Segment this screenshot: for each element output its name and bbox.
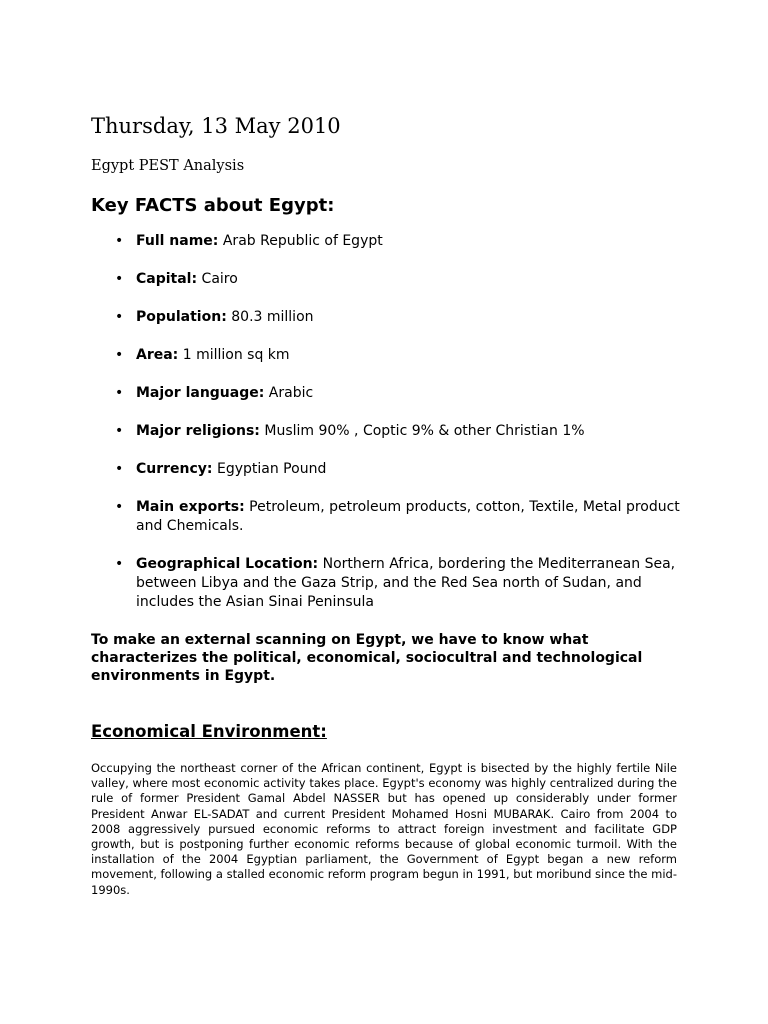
facts-list: [91, 232, 691, 631]
fact-value: Muslim 90% , Coptic 9% & other Christian 1%: [264, 423, 585, 439]
fact-label: Population:: [136, 309, 227, 325]
fact-population: [91, 308, 691, 327]
fact-value: Petroleum, petroleum products, cotton, Textile, Metal product and Chemicals.: [136, 499, 680, 534]
bullet-icon: •: [115, 556, 124, 572]
bullet-icon: •: [115, 461, 124, 477]
fact-label: Currency:: [136, 461, 213, 477]
fact-label: Major religions:: [136, 423, 260, 439]
bullet-icon: •: [115, 423, 124, 439]
section-heading-economical: Economical Environment:: [91, 722, 327, 741]
fact-label: Full name:: [136, 233, 219, 249]
fact-major-religions: [91, 422, 691, 441]
fact-major-language: [91, 384, 691, 403]
fact-value: 1 million sq km: [182, 347, 290, 363]
fact-value: Arab Republic of Egypt: [222, 233, 383, 249]
economical-environment-text: Occupying the northeast corner of the African continent, Egypt is bisected by the highly fertile Nile valley, where most economic activity takes place. Egypt's economy was highly centralized during the rule of former President Gamal Abdel NASSER but has opened up considerably under former President Anwar EL-SADAT and current President Mohamed Hosni MUBARAK. Cairo from 2004 to 2008 aggressively pursued economic reforms to attract foreign investment and facilitate GDP growth, but is postponing further economic reforms because of global economic turmoil. With the installation of the 2004 Egyptian parliament, the Government of Egypt began a new reform movement, following a stalled economic reform program begun in 1991, but moribund since the mid-1990s.: [91, 761, 677, 897]
bullet-icon: •: [115, 347, 124, 363]
bullet-icon: •: [115, 499, 124, 515]
fact-label: Main exports:: [136, 499, 245, 515]
fact-geographical-location: [91, 555, 691, 612]
fact-label: Area:: [136, 347, 179, 363]
bullet-icon: •: [115, 271, 124, 287]
fact-label: Major language:: [136, 385, 265, 401]
bullet-icon: •: [115, 309, 124, 325]
post-title: Egypt PEST Analysis: [91, 158, 245, 174]
fact-main-exports: [91, 498, 691, 536]
fact-value: Cairo: [201, 271, 238, 287]
fact-value: Egyptian Pound: [217, 461, 327, 477]
bullet-icon: •: [115, 233, 124, 249]
fact-value: 80.3 million: [231, 309, 314, 325]
fact-value: Arabic: [268, 385, 314, 401]
fact-area: [91, 346, 691, 365]
intro-paragraph: To make an external scanning on Egypt, we have to know what characterizes the political, economical, sociocultral and technological environments in Egypt.: [91, 632, 643, 684]
bullet-icon: •: [115, 385, 124, 401]
fact-value: Northern Africa, bordering the Mediterranean Sea, between Libya and the Gaza Strip, and the Red Sea north of Sudan, and includes the Asian Sinai Peninsula: [136, 556, 676, 610]
fact-full-name: [91, 232, 691, 251]
fact-capital: [91, 270, 691, 289]
post-date: Thursday, 13 May 2010: [91, 114, 341, 138]
fact-label: Geographical Location:: [136, 556, 319, 572]
fact-label: Capital:: [136, 271, 198, 287]
facts-heading: Key FACTS about Egypt:: [91, 195, 335, 216]
fact-currency: [91, 460, 691, 479]
